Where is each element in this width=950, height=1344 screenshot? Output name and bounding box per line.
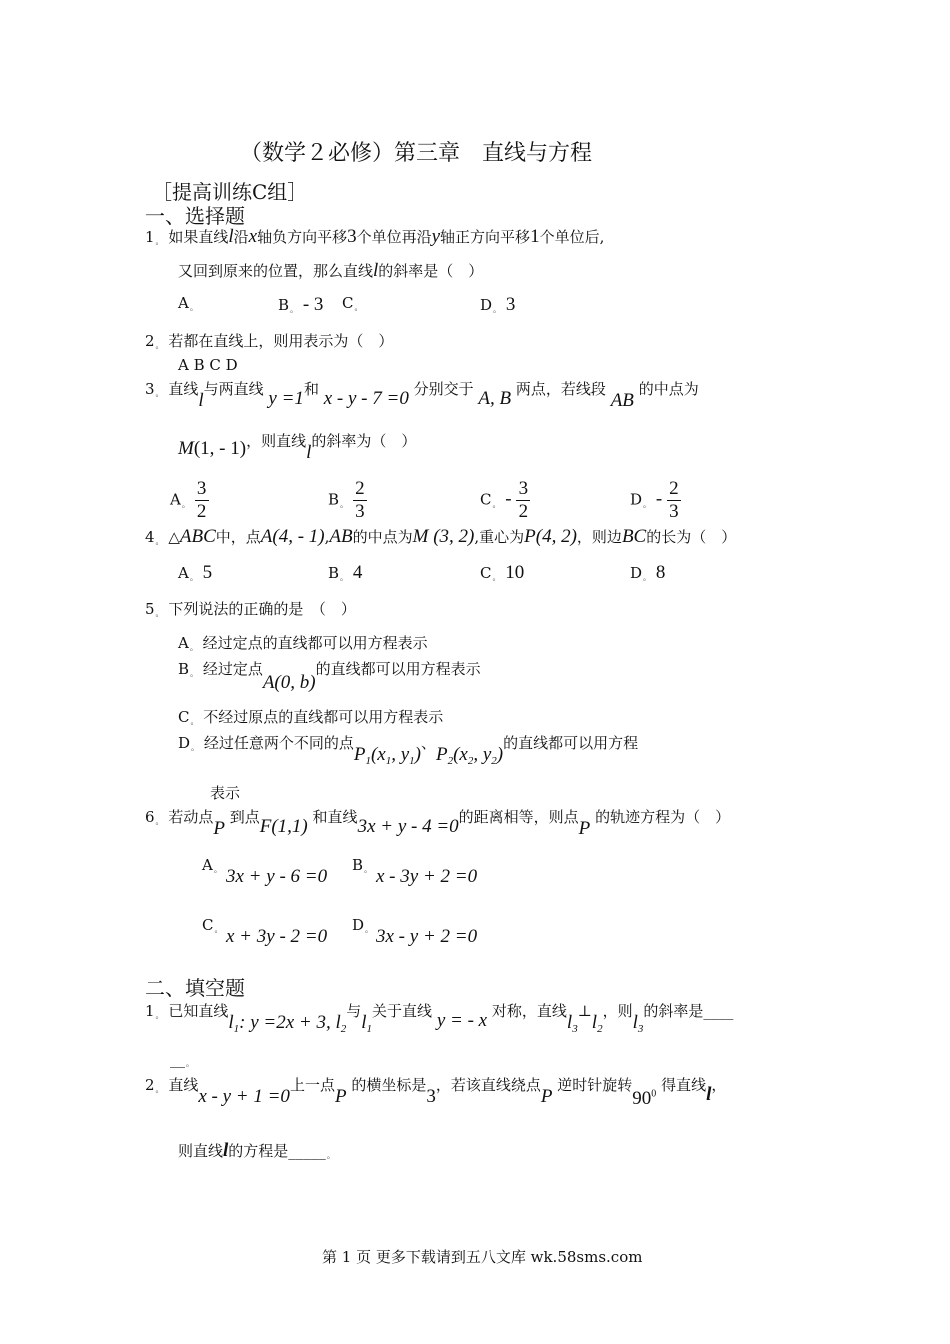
q6-option-b-value: x - 3y + 2 =0 — [376, 866, 478, 887]
q4-option-c: C。 10 — [480, 562, 525, 583]
q4-option-b: B。 4 — [328, 562, 363, 583]
q5-option-d-continued: 表示 — [210, 784, 241, 802]
section-heading-choice: 一、选择题 — [145, 204, 245, 228]
question-1: 1。 如果直线l沿x轴负方向平移3个单位再沿y轴正方向平移1个单位后, — [145, 226, 605, 247]
q5-option-b: B。 经过定点A(0, b)的直线都可以用方程表示 — [178, 660, 481, 693]
fill-question-2: 2。 直线x - y + 1 =0上一点P 的横坐标是3，若该直线绕点P 逆时针旋转$90^0$ 得直线l， — [145, 1076, 727, 1109]
q5-option-d: D。 经过任意两个不同的点$P_1(x_1$, $y_1$)、$P_2(x_2$, $y_2$)的直线都可以用方程 — [178, 734, 639, 767]
page-footer: 第 1 页 更多下载请到五八文库 wk.58sms.com — [322, 1248, 643, 1266]
q3-option-a: A。 $\frac{3}{2}$ — [170, 478, 209, 523]
section-heading-fill: 二、填空题 — [145, 976, 245, 1000]
q6-option-b: B。 — [352, 856, 373, 874]
q4-option-a: A。 5 — [178, 562, 213, 583]
q1-option-b: B。 - 3 — [278, 294, 324, 315]
question-2: 2。 若都在直线上，则用表示为（ ） — [145, 332, 394, 350]
q6-option-a-value: 3x + y - 6 =0 — [226, 866, 328, 887]
q6-option-d: D。 — [352, 916, 374, 934]
q4-option-d: D。 8 — [630, 562, 666, 583]
q1-option-d: D。 3 — [480, 294, 516, 315]
fill-question-2-line-2: 则直线l的方程是_____。 — [178, 1140, 335, 1161]
question-5: 5。 下列说法的正确的是 （ ） — [145, 600, 356, 618]
fill-question-1-blank: __。 — [170, 1050, 194, 1068]
q3-option-b: B。 $\frac{2}{3}$ — [328, 478, 367, 523]
question-3-line-2: M(1, - 1)，则直线l的斜率为（ ） — [178, 432, 417, 463]
q6-option-c-value: x + 3y - 2 =0 — [226, 926, 328, 947]
question-1-line-2: 又回到原来的位置，那么直线l的斜率是（ ） — [178, 260, 484, 281]
q6-option-d-value: 3x - y + 2 =0 — [376, 926, 478, 947]
q1-option-c: C。 — [342, 294, 363, 312]
page-subtitle: ［提高训练C组］ — [152, 180, 308, 204]
q1-option-a: A。 — [178, 294, 198, 312]
q5-option-c: C。 不经过原点的直线都可以用方程表示 — [178, 708, 444, 726]
q3-option-d: D。 - $\frac{2}{3}$ — [630, 478, 681, 523]
q5-option-a: A。 经过定点的直线都可以用方程表示 — [178, 634, 428, 652]
question-3: 3。 直线l与两直线 y =1和 x - y - 7 =0 分别交于 A, B 两点，若线段 AB 的中点为 — [145, 380, 699, 411]
question-6: 6。 若动点P 到点F(1,1) 和直线3x + y - 4 =0的距离相等，则点P 的轨迹方程为（ ） — [145, 808, 731, 839]
q6-option-a: A。 — [202, 856, 222, 874]
q3-option-c: C。 - $\frac{3}{2}$ — [480, 478, 530, 523]
q6-option-c: C。 — [202, 916, 223, 934]
question-4: 4。 △ABC中，点A(4, - 1),AB的中点为M (3, 2),重心为P(4, 2)，则边BC的长为（ ） — [145, 526, 737, 547]
question-number: 1 — [145, 228, 155, 246]
q2-options: A B C D — [178, 356, 238, 374]
page-title: （数学２必修）第三章 直线与方程 — [240, 141, 593, 166]
fill-question-1: 1。 已知直线$l_1$: y =2x + 3, $l_2$与$l_1$关于直线 y = - x 对称，直线$l_3\perp l_2$，则$l_3$的斜率是____ — [145, 1002, 734, 1035]
